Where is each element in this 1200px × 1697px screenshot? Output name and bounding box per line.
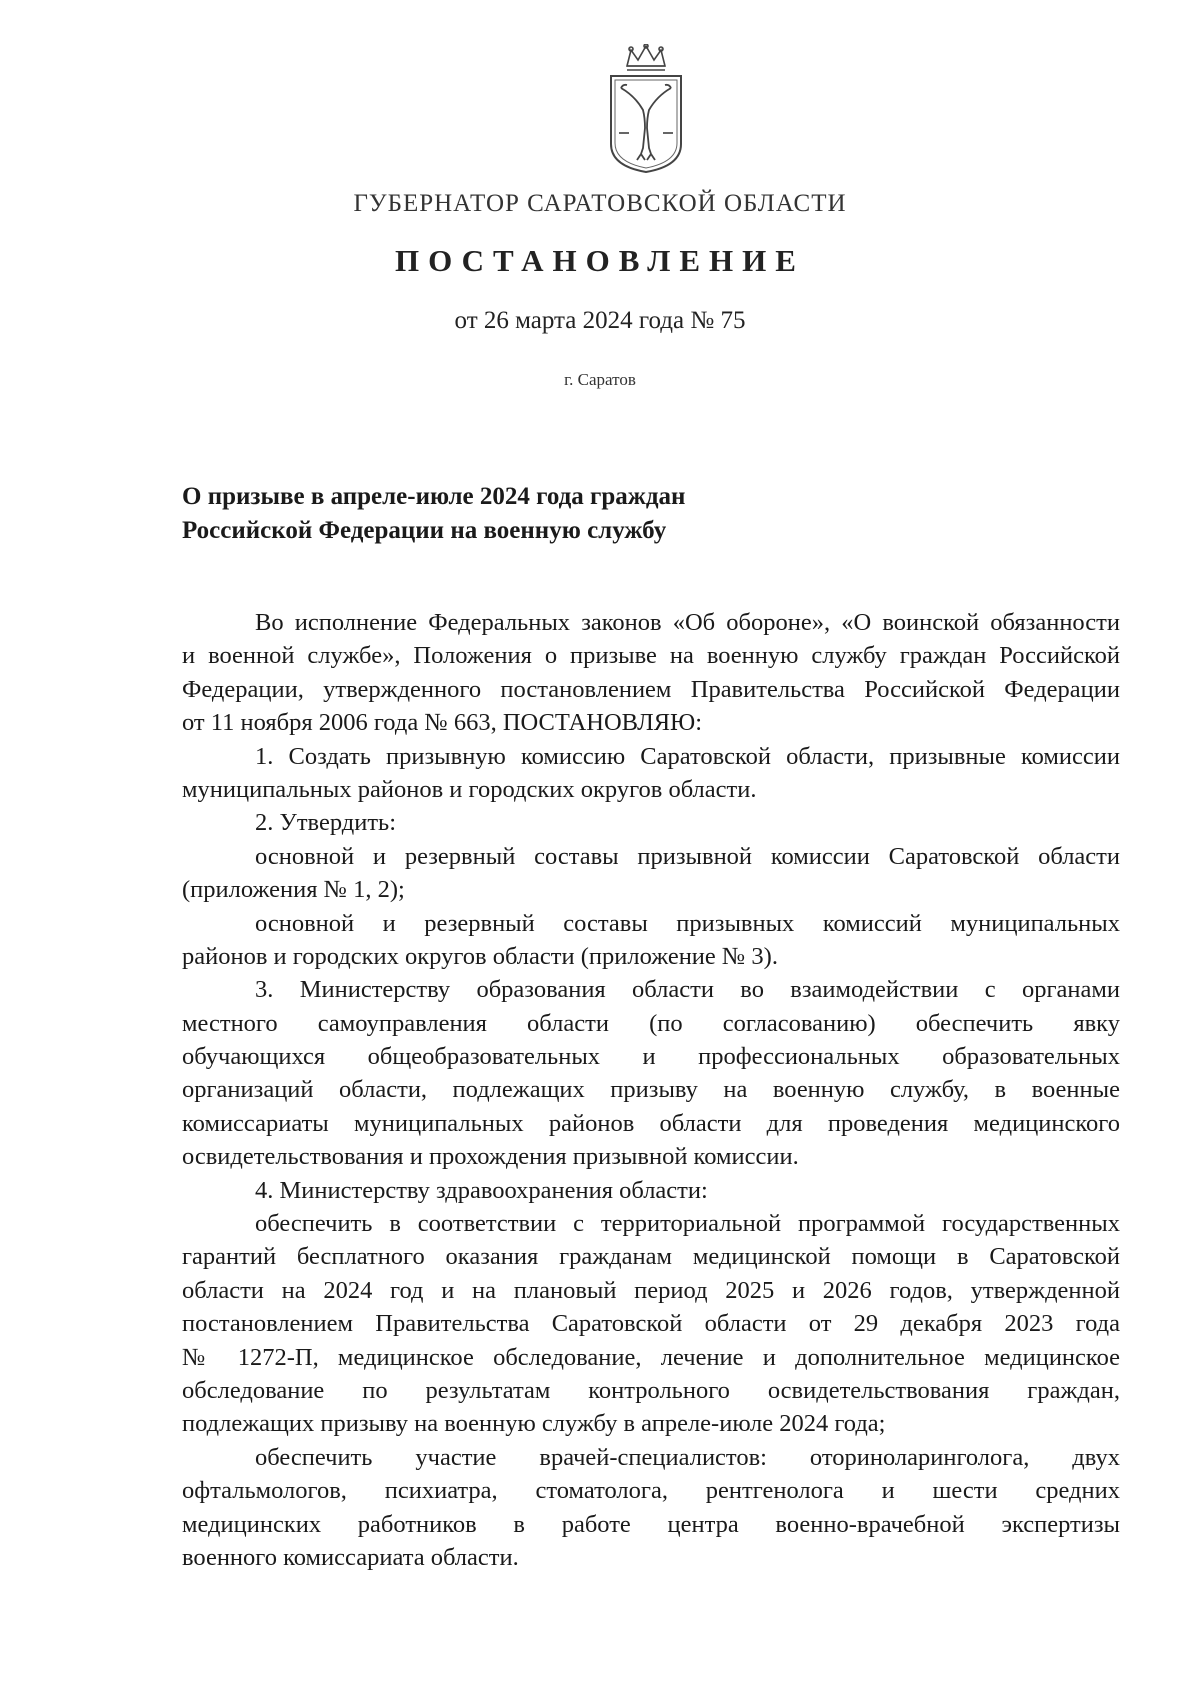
body-line: области на 2024 год и на плановый период 2025 и 2026 годов, утвержденной bbox=[182, 1276, 1120, 1304]
body-line: районов и городских округов области (приложение № 3). bbox=[182, 942, 778, 970]
body-line: основной и резервный составы призывной комиссии Саратовской области bbox=[255, 842, 1120, 870]
body-line: обеспечить участие врачей-специалистов: оториноларинголога, двух bbox=[255, 1443, 1120, 1471]
body-line: 4. Министерству здравоохранения области: bbox=[255, 1176, 708, 1204]
document-city: г. Саратов bbox=[564, 370, 636, 389]
body-line: муниципальных районов и городских округов области. bbox=[182, 775, 757, 803]
document-title-line: Российской Федерации на военную службу bbox=[182, 517, 667, 544]
body-line: местного самоуправления области (по согласованию) обеспечить явку bbox=[182, 1009, 1120, 1037]
body-line: гарантий бесплатного оказания гражданам медицинской помощи в Саратовской bbox=[182, 1243, 1120, 1271]
body-line: медицинских работников в работе центра военно-врачебной экспертизы bbox=[182, 1510, 1120, 1538]
body-line: освидетельствования и прохождения призывной комиссии. bbox=[182, 1143, 799, 1171]
body-line: (приложения № 1, 2); bbox=[182, 876, 405, 904]
body-line: Федерации, утвержденного постановлением Правительства Российской Федерации bbox=[182, 675, 1120, 703]
document-title-line: О призыве в апреле-июле 2024 года граждан bbox=[182, 483, 686, 510]
body-line: 1. Создать призывную комиссию Саратовской области, призывные комиссии bbox=[255, 742, 1120, 770]
body-line: постановлением Правительства Саратовской области от 29 декабря 2023 года bbox=[182, 1310, 1120, 1338]
body-line: 3. Министерству образования области во взаимодействии с органами bbox=[255, 976, 1120, 1004]
document-date-number: от 26 марта 2024 года № 75 bbox=[454, 307, 746, 334]
body-line: обучающихся общеобразовательных и профессиональных образовательных bbox=[182, 1043, 1120, 1071]
document-body bbox=[182, 606, 1120, 1574]
document-type: ПОСТАНОВЛЕНИЕ bbox=[395, 243, 805, 278]
document-title bbox=[182, 480, 882, 548]
body-line: офтальмологов, психиатра, стоматолога, рентгенолога и шести средних bbox=[182, 1477, 1120, 1505]
body-line: обследование по результатам контрольного освидетельствования граждан, bbox=[182, 1376, 1120, 1404]
body-line: обеспечить в соответствии с территориальной программой государственных bbox=[255, 1210, 1120, 1238]
body-line: организаций области, подлежащих призыву на военную службу, в военные bbox=[182, 1076, 1120, 1104]
issuing-authority: ГУБЕРНАТОР САРАТОВСКОЙ ОБЛАСТИ bbox=[353, 190, 847, 217]
body-line: основной и резервный составы призывных комиссий муниципальных bbox=[255, 909, 1120, 937]
body-line: военного комиссариата области. bbox=[182, 1543, 519, 1571]
body-line: от 11 ноября 2006 года № 663, ПОСТАНОВЛЯЮ: bbox=[182, 709, 703, 737]
body-line: и военной службе», Положения о призыве на военную службу граждан Российской bbox=[182, 642, 1120, 670]
body-line: Во исполнение Федеральных законов «Об обороне», «О воинской обязанности bbox=[255, 609, 1120, 636]
body-line: комиссариаты муниципальных районов области для проведения медицинского bbox=[182, 1109, 1120, 1137]
body-line: 2. Утвердить: bbox=[255, 809, 397, 837]
saratov-coat-of-arms-icon bbox=[605, 44, 687, 174]
body-line: подлежащих призыву на военную службу в апреле-июле 2024 года; bbox=[182, 1410, 886, 1438]
body-line: № 1272-П, медицинское обследование, лечение и дополнительное медицинское bbox=[182, 1343, 1120, 1371]
